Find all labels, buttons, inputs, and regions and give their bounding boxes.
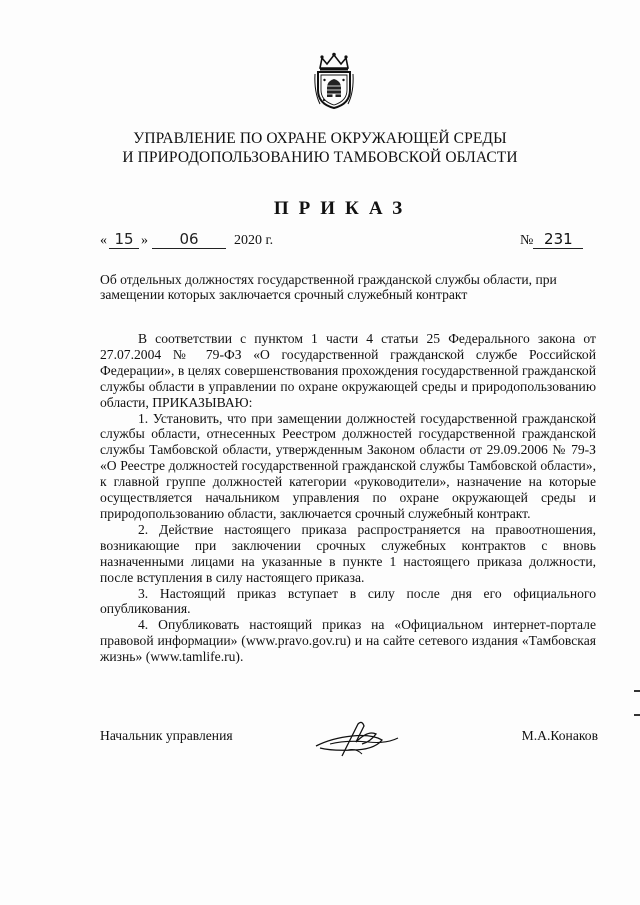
signatory-name: М.А.Конаков — [521, 728, 598, 743]
number-prefix: № — [520, 233, 534, 248]
agency-line-2: И ПРИРОДОПОЛЬЗОВАНИЮ ТАМБОВСКОЙ ОБЛАСТИ — [122, 149, 518, 166]
date-close-quote: » — [141, 233, 148, 248]
number-value: 231 — [533, 230, 583, 249]
date-day: 15 — [109, 230, 139, 249]
date-month: 06 — [152, 230, 226, 249]
clause-2-paragraph: 2. Действие настоящего приказа распространяется на правоотношения, возникающие при заключении срочных служебных контрактов с вновь назначенными лицами на указанные в пункте 1 настоящего приказа должности, после вступления в силу настоящего приказа. — [100, 521, 596, 585]
agency-name — [0, 129, 640, 167]
agency-line-1: УПРАВЛЕНИЕ ПО ОХРАНЕ ОКРУЖАЮЩЕЙ СРЕДЫ — [133, 130, 507, 147]
clause-3-paragraph: 3. Настоящий приказ вступает в силу после дня его официального опубликования. — [100, 585, 596, 617]
signatory-title: Начальник управления — [100, 728, 233, 743]
order-date — [100, 230, 273, 249]
order-body — [100, 331, 596, 665]
handwritten-signature — [312, 720, 402, 760]
clause-1-paragraph: 1. Установить, что при замещении должностей государственной гражданской службы области, отнесенных Реестром должностей государственной гражданской службы Тамбовской области, утвержденным Законом области от 29.09.2006 № 79-З «О Реестре должностей государственной гражданской службы Тамбовской области», к главной группе должностей категории «руководители», назначение на которые осуществляется начальником управления по охране окружающей среды и природопользованию области, заключается срочный служебный контракт. — [100, 410, 596, 521]
document-type-title: ПРИКАЗ — [273, 198, 413, 219]
clause-4-paragraph: 4. Опубликовать настоящий приказ на «Официальном интернет-портале правовой информации» (www.pravo.gov.ru) и на сайте сетевого издания «Тамбовская жизнь» (www.tamlife.ru). — [100, 617, 596, 665]
order-number — [520, 230, 583, 249]
order-subject: Об отдельных должностях государственной гражданской службы области, при замещении которых заключается срочный служебный контракт — [100, 272, 557, 302]
coat-of-arms-icon — [312, 52, 356, 110]
date-open-quote: « — [100, 233, 107, 248]
signature-block — [100, 720, 598, 770]
preamble-paragraph: В соответствии с пунктом 1 части 4 статьи 25 Федерального закона от 27.07.2004 № 79-ФЗ «О государственной гражданской службе Российской Федерации», в целях совершенствования прохождения государственной гражданской службы области в управлении по охране окружающей среды и природопользованию области, ПРИКАЗЫВАЮ: — [100, 331, 596, 410]
scan-edge-mark — [634, 690, 640, 692]
date-year: 2020 г. — [234, 233, 274, 248]
scan-edge-mark — [634, 714, 640, 716]
